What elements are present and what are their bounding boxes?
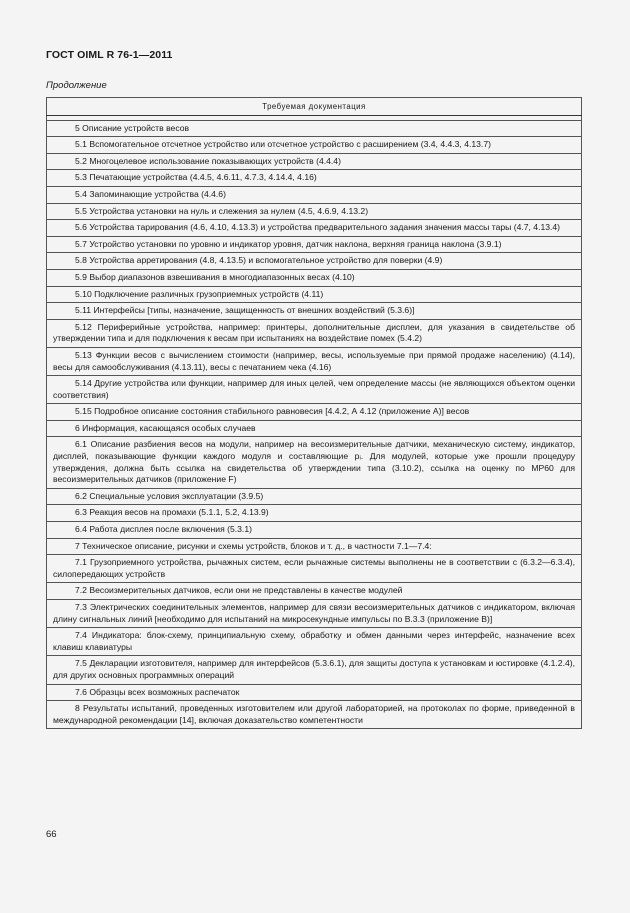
table-row (47, 600, 582, 628)
row-text: 5.3 Печатающие устройства (4.4.5, 4.6.11, 4.7.3, 4.14.4, 4.16) (75, 172, 317, 183)
table-row (47, 120, 582, 137)
table-cell (47, 376, 582, 404)
table-cell (47, 600, 582, 628)
row-text: 5.11 Интерфейсы [типы, назначение, защищенность от внешних воздействий (5.3.6)] (75, 305, 415, 316)
table-cell (47, 286, 582, 303)
row-text: 7.6 Образцы всех возможных распечаток (75, 686, 240, 697)
table-row (47, 286, 582, 303)
table-row (47, 269, 582, 286)
table-cell (47, 269, 582, 286)
table-cell (47, 253, 582, 270)
table-cell (47, 488, 582, 505)
table-cell (47, 538, 582, 555)
table-cell (47, 656, 582, 684)
row-text: 5.1 Вспомогательное отсчетное устройство или отсчетное устройство с расширением (3.4, 4.4.3, 4.13.7) (75, 139, 491, 150)
table-cell (47, 220, 582, 237)
row-text: 5.4 Запоминающие устройства (4.4.6) (75, 188, 226, 199)
table-row (47, 701, 582, 729)
row-text: 5.6 Устройства тарирования (4.6, 4.10, 4.13.3) и устройства предварительного задания значения массы тары (4.7, 4.13.4) (75, 222, 561, 233)
row-text: 7.5 Декларации изготовителя, например для интерфейсов (5.3.6.1), для защиты доступа к установкам и юстировке (4.1.2.4), для других основных программных операций (53, 658, 575, 680)
table-row (47, 505, 582, 522)
table-cell (47, 684, 582, 701)
table-cell (47, 137, 582, 154)
table-cell (47, 170, 582, 187)
table-row (47, 347, 582, 375)
table-cell (47, 236, 582, 253)
table-row (47, 420, 582, 437)
table-row (47, 437, 582, 488)
table-cell (47, 628, 582, 656)
table-row (47, 253, 582, 270)
row-text: 7.2 Весоизмерительных датчиков, если они не представлены в качестве модулей (75, 585, 403, 596)
table-header-row (47, 98, 582, 116)
row-text: 7 Техническое описание, рисунки и схемы устройств, блоков и т. д., в частности 7.1—7.4: (75, 540, 432, 551)
table-row (47, 303, 582, 320)
row-text: 5 Описание устройств весов (75, 122, 190, 133)
table-row (47, 583, 582, 600)
page-number: 66 (46, 829, 57, 840)
document-header: ГОСТ OIML R 76-1—2011 (46, 49, 173, 61)
table-cell (47, 120, 582, 137)
row-text: 6.4 Работа дисплея после включения (5.3.1) (75, 524, 252, 535)
row-text: 6.1 Описание разбиения весов на модули, например на весоизмерительные датчики, механическую систему, индикатор, дисплей, показывающие функции каждого модуля и составляющие pᵢ. Для модулей, которые уже прошли процедуру утверждения, должна быть ссылка на свидетельства об утверждении типа (3.10.2), ссылка на оценку по МР60 для весоизмерительных датчиков (приложение F) (53, 439, 575, 485)
row-text: 7.1 Грузоприемного устройства, рычажных систем, если рычажные системы выполнены не в соответствии с (6.3.2—6.3.4), силопередающих устройств (53, 557, 575, 579)
table-cell (47, 203, 582, 220)
table-row (47, 137, 582, 154)
table-row (47, 522, 582, 539)
table-row (47, 220, 582, 237)
row-text: 6.3 Реакция весов на промахи (5.1.1, 5.2, 4.13.9) (75, 507, 269, 518)
table-cell (47, 186, 582, 203)
row-text: 5.5 Устройства установки на нуль и слежения за нулем (4.5, 4.6.9, 4.13.2) (75, 205, 369, 216)
table-row (47, 555, 582, 583)
row-text: 5.8 Устройства арретирования (4.8, 4.13.5) и вспомогательное устройство для поверки (4.9) (75, 255, 443, 266)
table-cell (47, 420, 582, 437)
documentation-table (46, 97, 582, 729)
table-cell (47, 347, 582, 375)
table-row (47, 170, 582, 187)
table-cell (47, 319, 582, 347)
table-row (47, 153, 582, 170)
table-row (47, 656, 582, 684)
table-row (47, 319, 582, 347)
table-header-cell: Требуемая документация (47, 98, 582, 116)
table-row (47, 186, 582, 203)
row-text: 5.13 Функции весов с вычислением стоимости (например, весы, используемые при прямой продаже населению) (4.14), весы для самообслуживания (4.13.11), весы с печатанием чека (4.16) (53, 349, 575, 372)
table-cell (47, 303, 582, 320)
table-cell (47, 555, 582, 583)
row-text: 5.15 Подробное описание состояния стабильного равновесия [4.4.2, А 4.12 (приложение А)] весов (75, 406, 470, 417)
table-row (47, 376, 582, 404)
row-text: 5.10 Подключение различных грузоприемных устройств (4.11) (75, 288, 324, 299)
table-row (47, 236, 582, 253)
table-cell (47, 505, 582, 522)
table-cell (47, 522, 582, 539)
table-row (47, 628, 582, 656)
table-cell (47, 701, 582, 729)
row-text: 5.2 Многоцелевое использование показывающих устройств (4.4.4) (75, 155, 341, 166)
table-row (47, 684, 582, 701)
table-cell (47, 583, 582, 600)
table-row (47, 538, 582, 555)
table-cell (47, 153, 582, 170)
row-text: 5.9 Выбор диапазонов взвешивания в многодиапазонных весах (4.10) (75, 271, 355, 282)
continuation-label: Продолжение (46, 80, 107, 91)
table-cell (47, 404, 582, 421)
table-row (47, 404, 582, 421)
row-text: 6 Информация, касающаяся особых случаев (75, 422, 256, 433)
row-text: 5.12 Периферийные устройства, например: принтеры, дополнительные дисплеи, для указания в свидетельстве об утверждении типа и для подключения к весам при испытаниях на воздействие помех (5.4.2) (53, 321, 575, 344)
row-text: 7.3 Электрических соединительных элементов, например для связи весоизмерительных датчиков с индикатором, включая длину сигнальных линий [необходимо для испытаний на микросекундные импульсы по В.3.3 (приложение В)] (53, 602, 575, 624)
row-text: 5.7 Устройство установки по уровню и индикатор уровня, датчик наклона, верхняя граница наклона (3.9.1) (75, 238, 502, 249)
table-row (47, 488, 582, 505)
row-text: 6.2 Специальные условия эксплуатации (3.9.5) (75, 490, 264, 501)
row-text: 7.4 Индикатора: блок-схему, принципиальную схему, обработку и обмен данными через интерфейс, назначение всех клавиш клавиатуры (53, 630, 575, 652)
row-text: 5.14 Другие устройства или функции, например для иных целей, чем определение массы (не являющихся объектом оценки соответствия) (53, 378, 575, 400)
table-row (47, 203, 582, 220)
row-text: 8 Результаты испытаний, проведенных изготовителем или другой лабораторией, на протоколах по форме, приведенной в международной рекомендации [14], включая доказательство компетентности (53, 703, 575, 725)
table-cell (47, 437, 582, 488)
